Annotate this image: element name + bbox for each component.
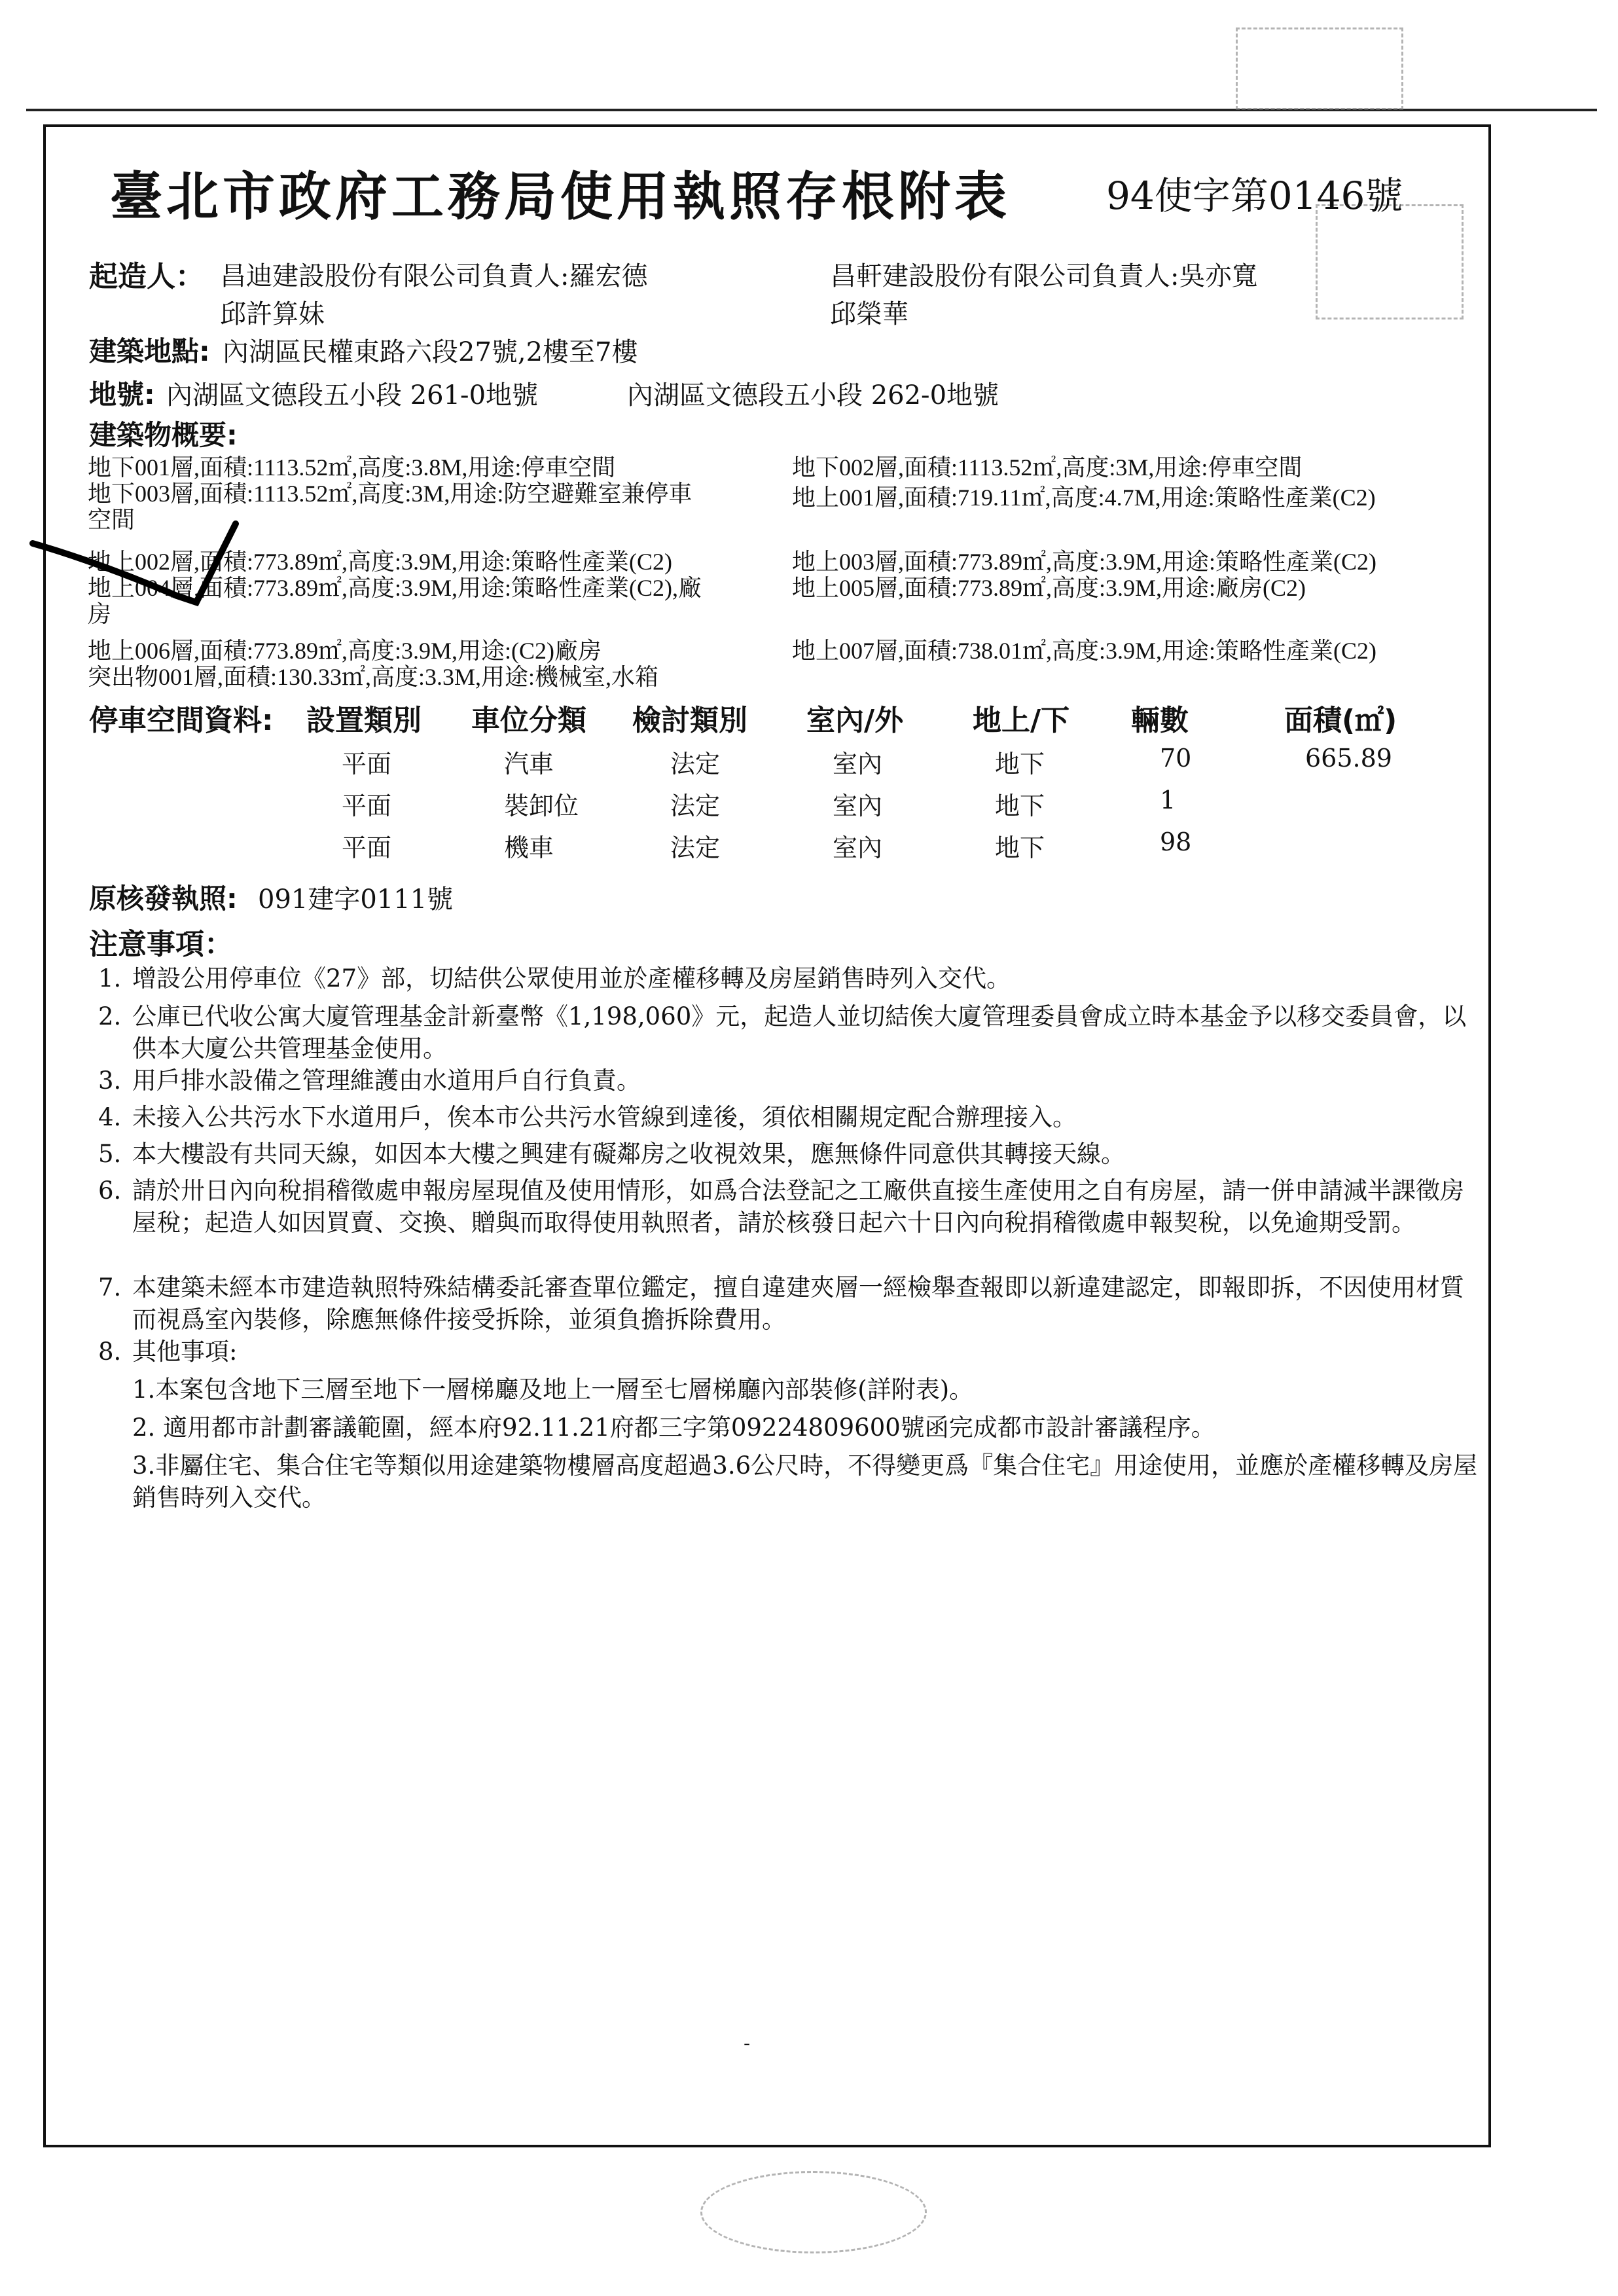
overview-left-7: 突出物001層,面積:130.33㎡,高度:3.3M,用途:機械室,水箱: [88, 664, 659, 690]
note-text: 公庫已代收公寓大廈管理基金計新臺幣《1,198,060》元，起造人並切結俟大廈管理委員會成立時本基金予以移交委員會，以供本大廈公共管理基金使用。: [132, 1002, 1467, 1063]
overview-right-2: 地上003層,面積:773.89㎡,高度:3.9M,用途:策略性產業(C2): [792, 549, 1377, 575]
parking-label: 停車空間資料:: [89, 704, 274, 737]
document-frame: [43, 124, 1491, 2147]
overview-right-0: 地下002層,面積:1113.52㎡,高度:3M,用途:停車空間: [792, 454, 1303, 481]
overview-left-0: 地下001層,面積:1113.52㎡,高度:3.8M,用途:停車空間: [88, 454, 616, 481]
note-number: 5.: [98, 1140, 122, 1168]
parking-cell: 汽車: [504, 750, 554, 778]
parking-header-3: 室內/外: [806, 704, 904, 737]
parking-cell: 室內: [833, 792, 883, 820]
builder-label: 起造人：: [89, 260, 204, 293]
overview-left-6: 地上006層,面積:773.89㎡,高度:3.9M,用途:(C2)廠房: [88, 638, 602, 664]
parking-header-4: 地上/下: [973, 704, 1070, 737]
builder-left-line2: 邱許算妹: [220, 299, 325, 329]
overview-left-1: 地下003層,面積:1113.52㎡,高度:3M,用途:防空避難室兼停車: [88, 481, 692, 507]
parking-cell: 法定: [670, 792, 721, 820]
lot-value-2: 內湖區文德段五小段 262-0地號: [627, 380, 999, 410]
note-text: 本建築未經本市建造執照特殊結構委託審查單位鑑定，擅自違建夾層一經檢舉查報即以新違建認定，即報即拆，不因使用材質而視爲室內裝修，除應無條件接受拆除，並須負擔拆除費用。: [132, 1273, 1464, 1334]
other-item: 2. 適用都市計劃審議範圍，經本府92.11.21府都三字第09224809600號函完成都市設計審議程序。: [132, 1413, 1215, 1442]
parking-cell: 室內: [833, 833, 883, 862]
note-number: 6.: [98, 1176, 122, 1205]
parking-cell: 地下: [995, 792, 1045, 820]
parking-cell: 98: [1160, 828, 1192, 856]
parking-header-1: 車位分類: [471, 704, 586, 737]
parking-cell: 1: [1160, 786, 1176, 814]
lot-label: 地號:: [89, 378, 155, 410]
lot-value-1: 內湖區文德段五小段 261-0地號: [166, 380, 539, 410]
parking-cell: 地下: [995, 833, 1045, 862]
parking-cell: 法定: [670, 750, 721, 778]
parking-cell: 室內: [833, 750, 883, 778]
parking-cell: 665.89: [1305, 744, 1392, 773]
parking-header-0: 設置類別: [306, 704, 422, 737]
parking-cell: 70: [1160, 744, 1192, 773]
note-number: 8.: [98, 1338, 122, 1366]
document-title: 臺北市政府工務局使用執照存根附表: [110, 166, 1011, 227]
page-dash: -: [744, 2032, 751, 2055]
overview-left-5: 房: [88, 601, 112, 627]
parking-header-6: 面積(㎡): [1284, 704, 1397, 737]
original-permit-value: 091建字0111號: [258, 884, 454, 915]
permit-number: 94使字第0146號: [1106, 173, 1403, 218]
note-number: 4.: [98, 1103, 122, 1131]
note-text: 請於卅日內向稅捐稽徵處申報房屋現值及使用情形，如爲合法登記之工廠供直接生產使用之自有房屋，請一併申請減半課徵房屋稅；起造人如因買賣、交換、贈與而取得使用執照者，請於核發日起六十日內向稅捐稽徵處申報契稅，以免逾期受罰。: [132, 1176, 1464, 1237]
parking-cell: 法定: [670, 833, 721, 862]
note-text: 本大樓設有共同天線，如因本大樓之興建有礙鄰房之收視效果，應無條件同意供其轉接天線。: [132, 1140, 1125, 1168]
note-text: 用戶排水設備之管理維護由水道用戶自行負責。: [132, 1066, 641, 1095]
note-number: 1.: [98, 964, 122, 993]
overview-right-1: 地上001層,面積:719.11㎡,高度:4.7M,用途:策略性產業(C2): [792, 484, 1376, 511]
note-number: 7.: [98, 1273, 122, 1302]
site-label: 建築地點:: [89, 335, 210, 367]
builder-right-line2: 邱榮華: [830, 299, 908, 329]
builder-right-line1: 昌軒建設股份有限公司負責人:吳亦寬: [830, 261, 1258, 291]
other-item: 3.非屬住宅、集合住宅等類似用途建築物樓層高度超過3.6公尺時，不得變更爲『集合住宅』用途使用，並應於產權移轉及房屋銷售時列入交代。: [132, 1451, 1478, 1512]
overview-right-3: 地上005層,面積:773.89㎡,高度:3.9M,用途:廠房(C2): [792, 575, 1306, 601]
handwritten-slash-mark: [26, 498, 262, 615]
official-seal-bottom: [700, 2171, 927, 2253]
overview-right-4: 地上007層,面積:738.01㎡,高度:3.9M,用途:策略性產業(C2): [792, 638, 1377, 664]
parking-cell: 裝卸位: [504, 792, 579, 820]
overview-left-2: 空間: [88, 507, 135, 533]
parking-header-2: 檢討類別: [632, 704, 747, 737]
official-seal-top: [1236, 27, 1403, 110]
note-number: 2.: [98, 1002, 122, 1030]
note-text: 增設公用停車位《27》部，切結供公眾使用並於產權移轉及房屋銷售時列入交代。: [132, 964, 1011, 993]
notes-label: 注意事項：: [89, 928, 233, 961]
parking-cell: 平面: [342, 792, 392, 820]
note-number: 3.: [98, 1066, 122, 1095]
note-text: 其他事項:: [132, 1338, 238, 1366]
overview-left-4: 地上004層,面積:773.89㎡,高度:3.9M,用途:策略性產業(C2),廠: [88, 575, 702, 601]
parking-cell: 平面: [342, 750, 392, 778]
parking-cell: 地下: [995, 750, 1045, 778]
builder-left-line1: 昌迪建設股份有限公司負責人:羅宏德: [220, 261, 648, 291]
parking-cell: 機車: [504, 833, 554, 862]
overview-left-3: 地上002層,面積:773.89㎡,高度:3.9M,用途:策略性產業(C2): [88, 549, 673, 575]
note-text: 未接入公共污水下水道用戶，俟本市公共污水管線到達後，須依相關規定配合辦理接入。: [132, 1103, 1077, 1131]
parking-header-5: 輛數: [1131, 704, 1189, 737]
overview-label: 建築物概要:: [89, 419, 238, 451]
site-value: 內湖區民權東路六段27號,2樓至7樓: [223, 337, 638, 367]
original-permit-label: 原核發執照:: [89, 883, 238, 915]
parking-cell: 平面: [342, 833, 392, 862]
other-item: 1.本案包含地下三層至地下一層梯廳及地上一層至七層梯廳內部裝修(詳附表)。: [132, 1376, 974, 1404]
